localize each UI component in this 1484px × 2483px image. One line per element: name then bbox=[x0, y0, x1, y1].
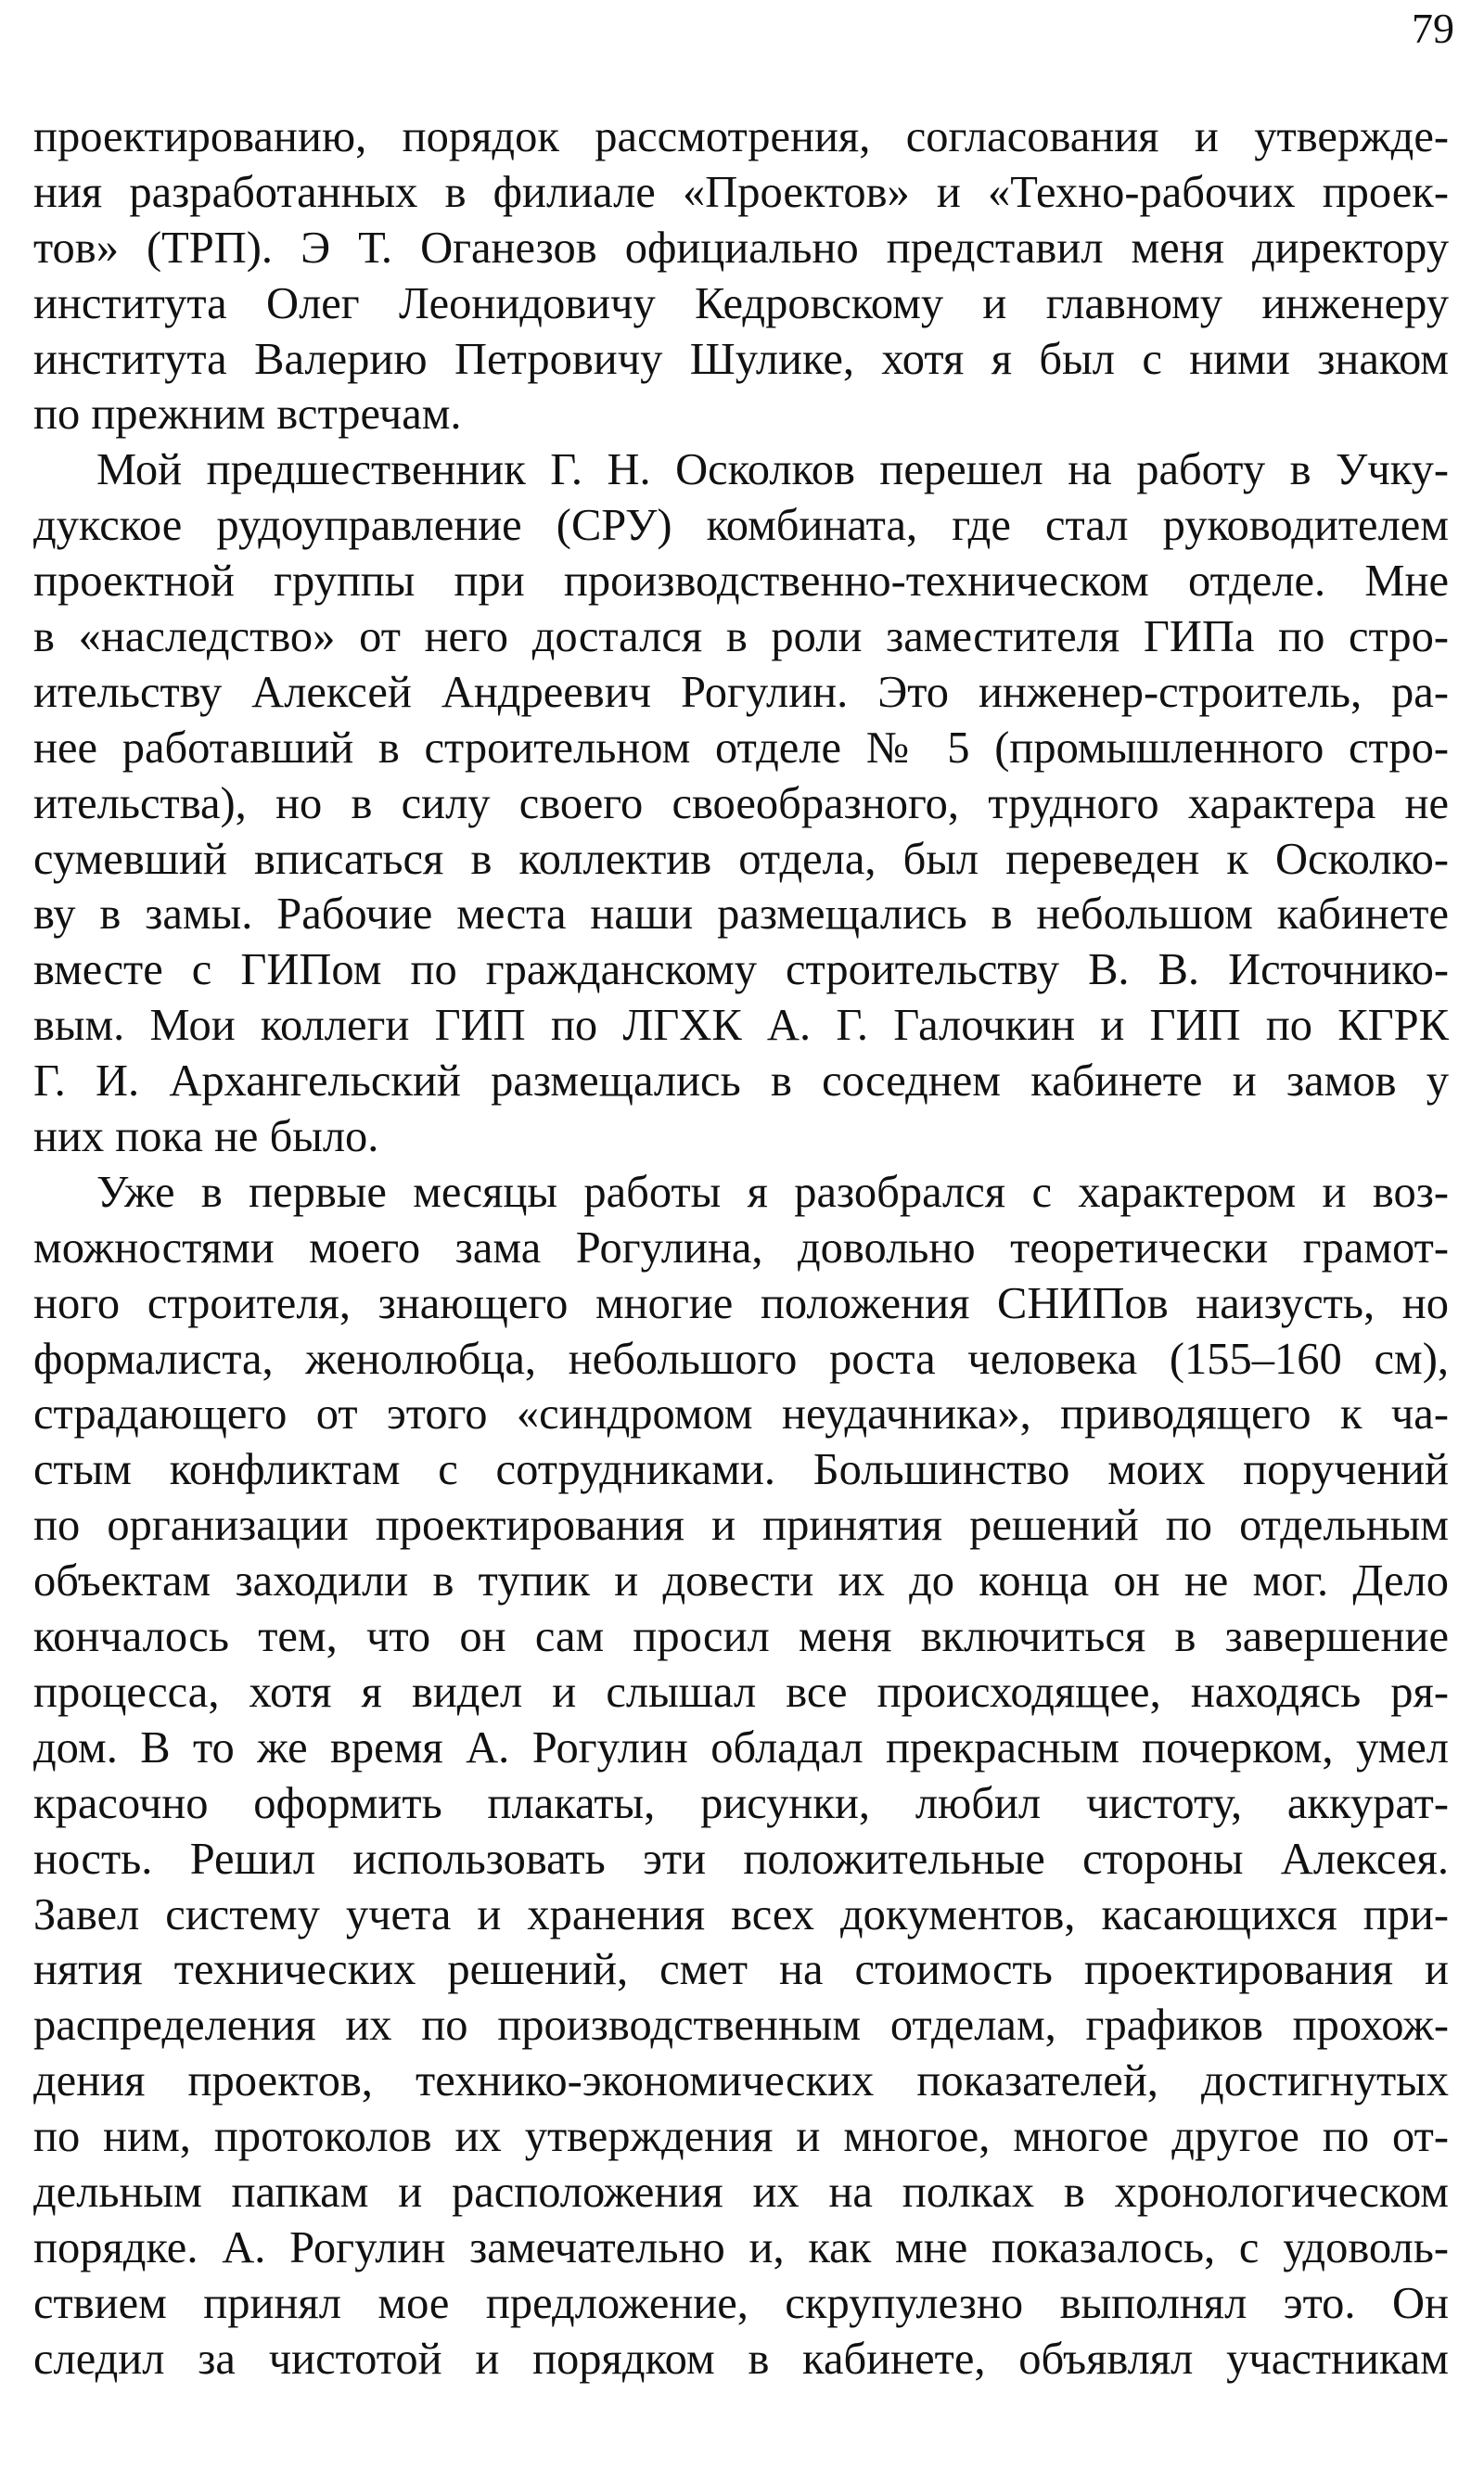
text-line: них пока не было. bbox=[33, 1112, 379, 1162]
paragraph-1 bbox=[33, 109, 1449, 442]
text-line: в «наследство» от него достался в роли заместителя ГИПа по стро- bbox=[33, 612, 1449, 662]
text-line: по ним, протоколов их утверждения и многое, многое другое по от- bbox=[33, 2112, 1449, 2162]
text-line: по организации проектирования и принятия решений по отдельным bbox=[33, 1501, 1449, 1551]
text-line: стым конфликтам с сотрудниками. Большинство моих поручений bbox=[33, 1445, 1449, 1495]
text-column bbox=[33, 109, 1449, 2387]
text-line: института Валерию Петровичу Шулике, хотя я был с ними знаком bbox=[33, 334, 1449, 384]
text-line: проектной группы при производственно-техническом отделе. Мне bbox=[33, 557, 1449, 607]
text-line: по прежним встречам. bbox=[33, 390, 462, 440]
paragraph-3 bbox=[33, 1165, 1449, 2387]
text-line: ву в замы. Рабочие места наши размещались в небольшом кабинете bbox=[33, 890, 1449, 940]
text-line: распределения их по производственным отделам, графиков прохож- bbox=[33, 2001, 1449, 2051]
text-line: нее работавший в строительном отделе № 5 (промышленного стро- bbox=[33, 723, 1449, 773]
text-line: ного строителя, знающего многие положения СНИПов наизусть, но bbox=[33, 1278, 1449, 1328]
text-line: Г. И. Архангельский размещались в соседнем кабинете и замов у bbox=[33, 1056, 1449, 1107]
text-line: ительства), но в силу своего своеобразного, трудного характера не bbox=[33, 778, 1449, 828]
text-line: дукское рудоуправление (СРУ) комбината, где стал руководителем bbox=[33, 501, 1449, 551]
text-line: формалиста, женолюбца, небольшого роста человека (155–160 см), bbox=[33, 1334, 1449, 1384]
text-line: тов» (ТРП). Э Т. Оганезов официально представил меня директору bbox=[33, 223, 1449, 273]
text-line: можностями моего зама Рогулина, довольно теоретически грамот- bbox=[33, 1222, 1449, 1273]
text-line: вым. Мои коллеги ГИП по ЛГХК А. Г. Галочкин и ГИП по КГРК bbox=[33, 1001, 1449, 1051]
text-line: страдающего от этого «синдромом неудачника», приводящего к ча- bbox=[33, 1389, 1449, 1440]
text-line: порядке. А. Рогулин замечательно и, как мне показалось, с удоволь- bbox=[33, 2222, 1449, 2272]
text-line: ствием принял мое предложение, скрупулезно выполнял это. Он bbox=[33, 2278, 1449, 2328]
text-line: ния разработанных в филиале «Проектов» и «Техно-рабочих проек- bbox=[33, 167, 1449, 217]
text-line: ительству Алексей Андреевич Рогулин. Это инженер-строитель, ра- bbox=[33, 667, 1449, 717]
text-line: института Олег Леонидовичу Кедровскому и главному инженеру bbox=[33, 278, 1449, 328]
text-line: дельным папкам и расположения их на полках в хронологическом bbox=[33, 2167, 1449, 2217]
text-line: красочно оформить плакаты, рисунки, любил чистоту, аккурат- bbox=[33, 1778, 1449, 1828]
text-line: кончалось тем, что он сам просил меня включиться в завершение bbox=[33, 1612, 1449, 1662]
text-line: ность. Решил использовать эти положительные стороны Алексея. bbox=[33, 1834, 1449, 1884]
text-line: Уже в первые месяцы работы я разобрался с характером и воз- bbox=[96, 1167, 1449, 1217]
text-line: проектированию, порядок рассмотрения, согласования и утвержде- bbox=[33, 112, 1449, 161]
text-line: следил за чистотой и порядком в кабинете, объявлял участникам bbox=[33, 2334, 1449, 2384]
text-line: дения проектов, технико-экономических показателей, достигнутых bbox=[33, 2056, 1449, 2106]
text-line: нятия технических решений, смет на стоимость проектирования и bbox=[33, 1945, 1449, 1995]
text-line: дом. В то же время А. Рогулин обладал прекрасным почерком, умел bbox=[33, 1722, 1449, 1773]
text-line: Мой предшественник Г. Н. Осколков перешел на работу в Учку- bbox=[96, 445, 1449, 495]
text-line: процесса, хотя я видел и слышал все происходящее, находясь ря- bbox=[33, 1667, 1449, 1717]
text-line: Завел систему учета и хранения всех документов, касающихся при- bbox=[33, 1889, 1449, 1939]
text-line: объектам заходили в тупик и довести их до конца он не мог. Дело bbox=[33, 1556, 1449, 1606]
page-number: 79 bbox=[1412, 5, 1454, 52]
text-line: вместе с ГИПом по гражданскому строительству В. В. Источнико- bbox=[33, 945, 1449, 995]
text-line: сумевший вписаться в коллектив отдела, был переведен к Осколко- bbox=[33, 834, 1449, 884]
paragraph-2 bbox=[33, 442, 1449, 1165]
